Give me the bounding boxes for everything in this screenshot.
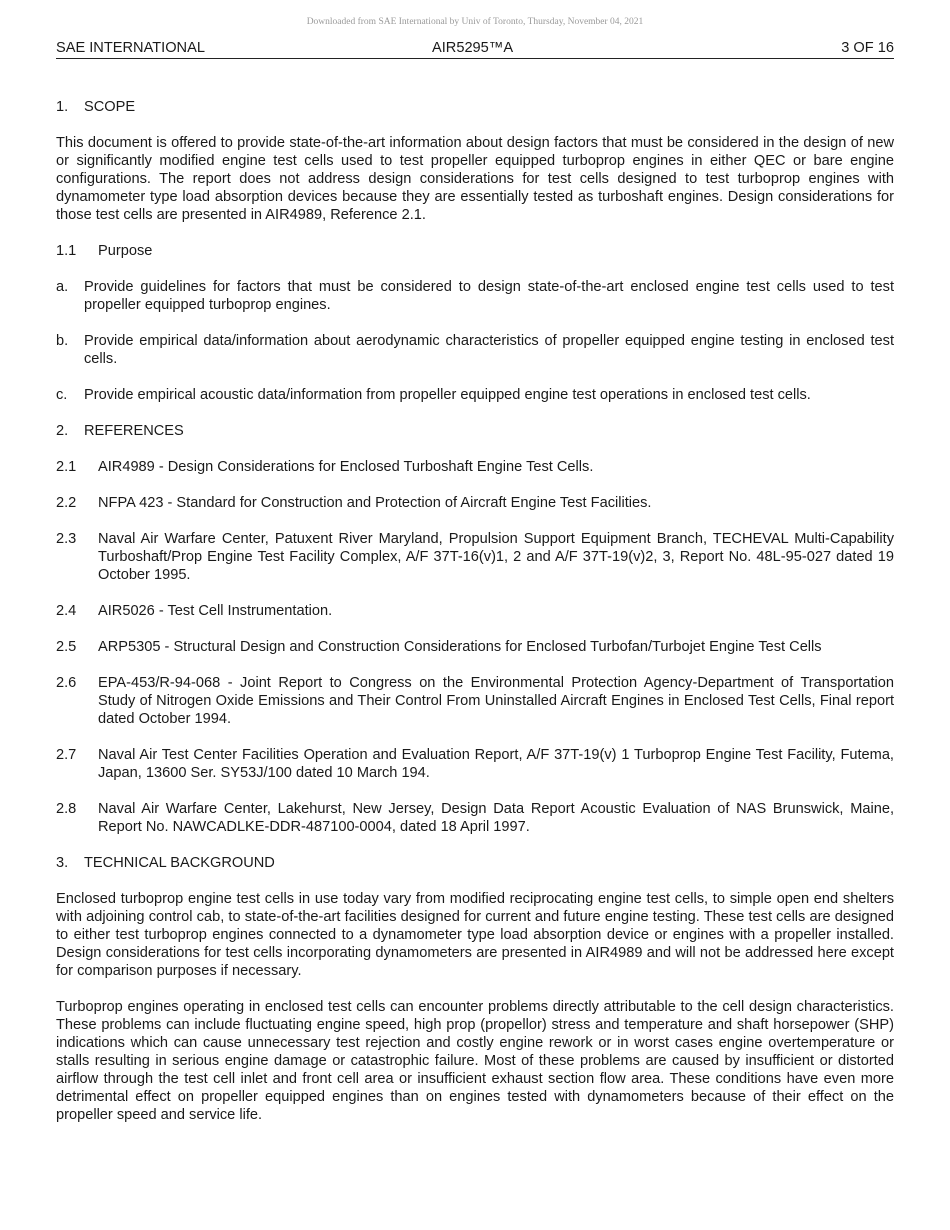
list-text: Provide empirical acoustic data/information from propeller equipped engine test operations in enclosed test cells. — [84, 387, 811, 403]
section-number: 3. — [56, 855, 69, 871]
purpose-item — [56, 278, 894, 314]
reference-text: AIR5026 - Test Cell Instrumentation. — [98, 603, 333, 619]
background-paragraph: Turboprop engines operating in enclosed test cells can encounter problems directly attributable to the cell design characteristics. These problems can include fluctuating engine speed, high prop (propellor) stress and temperature and shaft horsepower (SHP) indications which can cause unnecessary test rejection and costly engine rework or in worst cases engine overtemperature or stalls resulting in serious engine damage or catastrophic failure. Most of these problems are caused by insufficient or distorted airflow through the test cell inlet and front cell area or insufficient exhaust section flow area. These conditions have even more detrimental effect on propeller equipped engines than on engines tested with dynamometers because of their effect on the propeller speed and service life. — [56, 999, 894, 1123]
reference-item — [56, 746, 894, 782]
reference-item — [56, 494, 894, 512]
list-text: Provide guidelines for factors that must be considered to design state-of-the-art enclosed engine test cells used to test propeller equipped turboprop engines. — [84, 279, 894, 313]
reference-item — [56, 530, 894, 584]
reference-item — [56, 638, 894, 656]
list-label: b. — [56, 333, 69, 349]
section-number: 2. — [56, 423, 69, 439]
section-title: REFERENCES — [84, 423, 184, 439]
header-organization: SAE INTERNATIONAL — [56, 40, 205, 56]
reference-item — [56, 602, 894, 620]
reference-item — [56, 800, 894, 836]
reference-number: 2.3 — [56, 531, 77, 547]
section-heading-technical-background — [56, 854, 894, 872]
reference-text: Naval Air Test Center Facilities Operation and Evaluation Report, A/F 37T-19(v) 1 Turboprop Engine Test Facility, Futema, Japan, 13600 Ser. SY53J/100 dated 10 March 194. — [98, 747, 894, 781]
document-body — [56, 98, 894, 1124]
list-label: a. — [56, 279, 69, 295]
reference-number: 2.2 — [56, 495, 77, 511]
background-paragraph: Enclosed turboprop engine test cells in use today vary from modified reciprocating engine test cells, to simple open end shelters with adjoining control cab, to state-of-the-art facilities designed for current and future engine testing. These test cells are designed to either test turboprop engines connected to a dynamometer type load absorption device or engines with a propeller installed. Design considerations for test cells incorporating dynamometers are presented in AIR4989 and will not be addressed here except for comparison purposes if necessary. — [56, 891, 894, 979]
section-heading-references — [56, 422, 894, 440]
reference-number: 2.4 — [56, 603, 77, 619]
reference-text: Naval Air Warfare Center, Lakehurst, New Jersey, Design Data Report Acoustic Evaluation of NAS Brunswick, Maine, Report No. NAWCADLKE-DDR-487100-0004, dated 18 April 1997. — [98, 801, 894, 835]
section-heading-scope — [56, 98, 894, 116]
purpose-item — [56, 386, 894, 404]
section-title: SCOPE — [84, 99, 136, 115]
section-title: Purpose — [98, 243, 153, 259]
header-page-number: 3 OF 16 — [841, 40, 894, 56]
reference-text: ARP5305 - Structural Design and Construction Considerations for Enclosed Turbofan/Turbojet Engine Test Cells — [98, 639, 822, 655]
reference-number: 2.8 — [56, 801, 77, 817]
list-text: Provide empirical data/information about aerodynamic characteristics of propeller equipped engine testing in enclosed test cells. — [84, 333, 894, 367]
section-heading-purpose — [56, 242, 894, 260]
section-title: TECHNICAL BACKGROUND — [84, 855, 275, 871]
reference-number: 2.7 — [56, 747, 77, 763]
reference-number: 2.5 — [56, 639, 77, 655]
reference-text: Naval Air Warfare Center, Patuxent River Maryland, Propulsion Support Equipment Branch, TECHEVAL Multi-Capability Turboshaft/Prop Engine Test Facility Complex, A/F 37T-16(v)1, 2 and A/F 37T-19(v)2, 3, Report No. 48L-95-027 dated 19 October 1995. — [98, 531, 894, 583]
page-header — [56, 38, 894, 59]
reference-number: 2.1 — [56, 459, 77, 475]
purpose-item — [56, 332, 894, 368]
list-label: c. — [56, 387, 68, 403]
reference-text: NFPA 423 - Standard for Construction and Protection of Aircraft Engine Test Facilities. — [98, 495, 652, 511]
reference-text: AIR4989 - Design Considerations for Enclosed Turboshaft Engine Test Cells. — [98, 459, 594, 475]
scope-paragraph: This document is offered to provide state-of-the-art information about design factors that must be considered in the design of new or significantly modified engine test cells used to test propeller equipped turboprop engines in either QEC or bare engine configurations. The report does not address design considerations for test cells designed to test turboprop engines with dynamometer type load absorption devices because they are essentially tested as turboshaft engines. Design considerations for those test cells are presented in AIR4989, Reference 2.1. — [56, 135, 894, 223]
header-document-id: AIR5295™A — [432, 40, 514, 56]
reference-item — [56, 458, 894, 476]
reference-text: EPA-453/R-94-068 - Joint Report to Congress on the Environmental Protection Agency-Department of Transportation Study of Nitrogen Oxide Emissions and Their Control From Uninstalled Aircraft Engines in Enclosed Test Cells, Final report dated October 1994. — [98, 675, 894, 727]
section-number: 1.1 — [56, 243, 77, 259]
reference-number: 2.6 — [56, 675, 77, 691]
reference-item — [56, 674, 894, 728]
download-watermark: Downloaded from SAE International by Univ of Toronto, Thursday, November 04, 2021 — [306, 17, 644, 27]
section-number: 1. — [56, 99, 69, 115]
